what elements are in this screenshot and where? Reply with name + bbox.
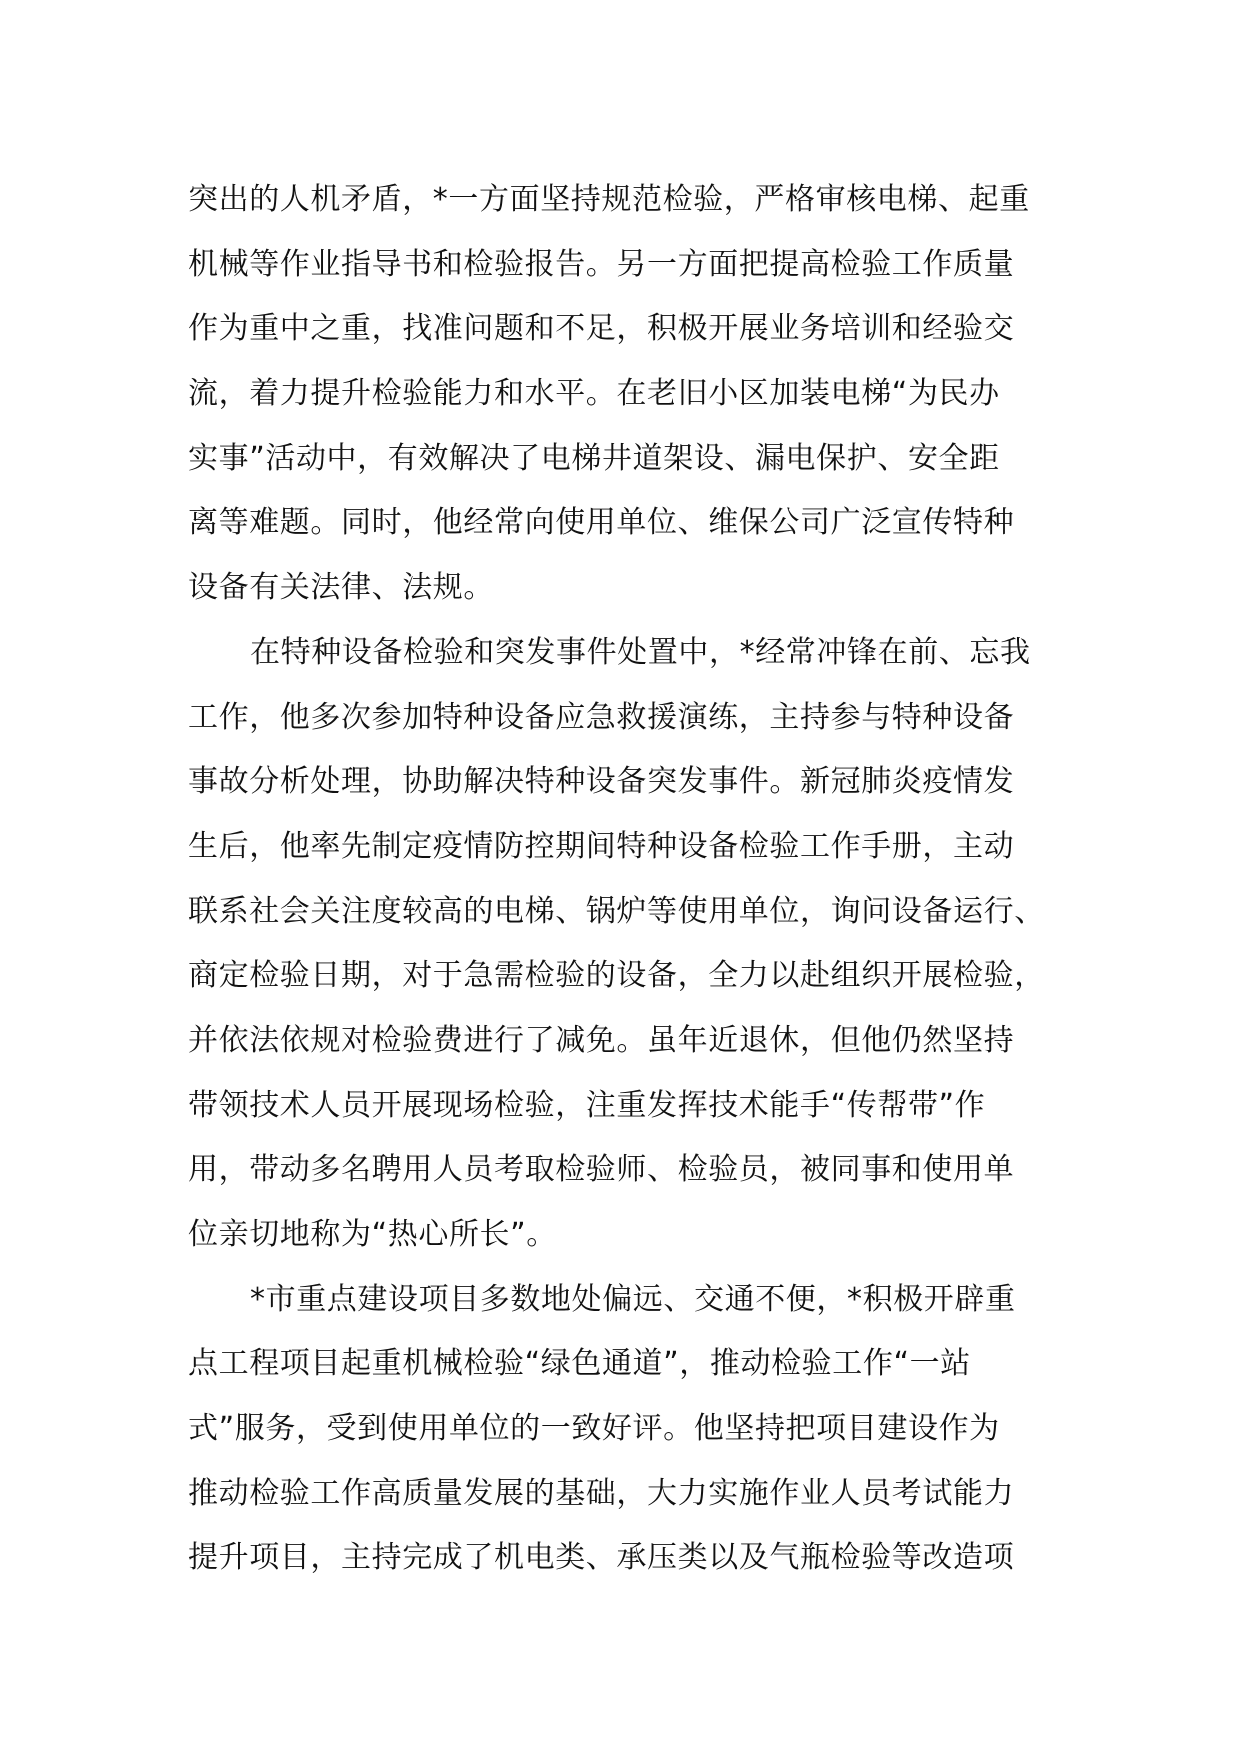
text-line: 工作，他多次参加特种设备应急救援演练，主持参与特种设备	[188, 699, 1015, 735]
text-line: 点工程项目起重机械检验“绿色通道”，推动检验工作“一站	[188, 1346, 971, 1382]
text-line: 并依法依规对检验费进行了减免。虽年近退休，但他仍然坚持	[188, 1022, 1015, 1058]
text-line: 事故分析处理，协助解决特种设备突发事件。新冠肺炎疫情发	[188, 764, 1015, 800]
text-line: 位亲切地称为“热心所长”。	[188, 1217, 557, 1252]
text-line: 生后，他率先制定疫情防控期间特种设备检验工作手册，主动	[188, 828, 1015, 864]
text-line: 设备有关法律、法规。	[188, 570, 494, 606]
text-line: 实事”活动中，有效解决了电梯井道架设、漏电保护、安全距	[188, 440, 1000, 476]
text-line: 提升项目，主持完成了机电类、承压类以及气瓶检验等改造项	[188, 1540, 1015, 1576]
text-line: 商定检验日期，对于急需检验的设备，全力以赴组织开展检验，	[188, 958, 1045, 994]
text-line: 联系社会关注度较高的电梯、锅炉等使用单位，询问设备运行、	[188, 893, 1045, 929]
text-line: 突出的人机矛盾，*一方面坚持规范检验，严格审核电梯、起重	[188, 182, 1030, 217]
text-line: 推动检验工作高质量发展的基础，大力实施作业人员考试能力	[188, 1475, 1015, 1511]
text-line: 带领技术人员开展现场检验，注重发挥技术能手“传帮带”作	[188, 1087, 986, 1123]
paragraph-start-line: *市重点建设项目多数地处偏远、交通不便，*积极开辟重	[250, 1281, 1016, 1317]
text-line: 离等难题。同时，他经常向使用单位、维保公司广泛宣传特种	[188, 505, 1015, 541]
text-line: 作为重中之重，找准问题和不足，积极开展业务培训和经验交	[188, 311, 1015, 347]
text-line: 流，着力提升检验能力和水平。在老旧小区加装电梯“为民办	[188, 376, 1000, 412]
body-text	[188, 168, 1068, 1591]
paragraph-start-line: 在特种设备检验和突发事件处置中，*经常冲锋在前、忘我	[250, 634, 1031, 670]
text-line: 式”服务，受到使用单位的一致好评。他坚持把项目建设作为	[188, 1411, 1000, 1447]
text-line: 机械等作业指导书和检验报告。另一方面把提高检验工作质量	[188, 246, 1015, 282]
text-line: 用，带动多名聘用人员考取检验师、检验员，被同事和使用单	[188, 1152, 1015, 1188]
